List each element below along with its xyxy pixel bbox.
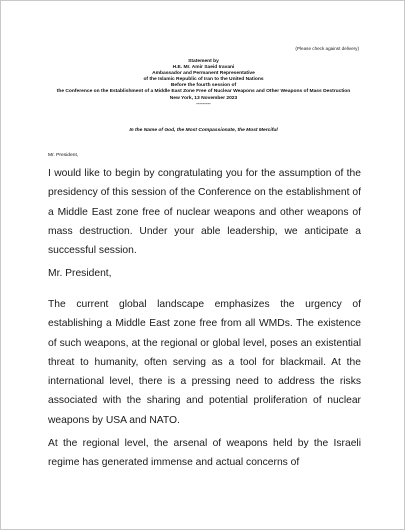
header-line: of the Islamic Republic of Iran to the United Nations bbox=[143, 77, 264, 83]
paragraph bbox=[48, 434, 361, 473]
paragraph bbox=[48, 164, 361, 260]
header-separator: --------- bbox=[196, 101, 211, 107]
paragraph-text: The current global landscape emphasizes the urgency of establishing a Middle East zone free from all WMDs. The existence of such weapons, at the regional or global level, poses an existential threat to humanity, often serving as a tool for blackmail. At the international level, there is a pressing need to address the risks associated with the sharing and potential proliferation of nuclear weapons by USA and NATO. bbox=[48, 299, 361, 426]
paragraph-text: At the regional level, the arsenal of weapons held by the Israeli regime has generated immense and actual concerns of bbox=[48, 438, 361, 469]
header-line: the Conference on the Establishment of a Middle East Zone Free of Nuclear Weapons and Other Weapons of Mass Destruction bbox=[56, 89, 351, 95]
paragraph bbox=[48, 295, 361, 430]
paragraph-text: I would like to begin by congratulating you for the assumption of the presidency of this session of the Conference on the establishment of a Middle East zone free of nuclear weapons and other weapons of mass destruction. Under your able leadership, we anticipate a successful session. bbox=[48, 168, 361, 257]
header-line: Before the fourth session of bbox=[170, 83, 237, 89]
invocation: In the Name of God, the Most Compassionate, the Most Merciful bbox=[129, 128, 278, 133]
salutation-small: Mr. President, bbox=[48, 153, 79, 158]
paragraph-text: Mr. President, bbox=[48, 268, 112, 279]
header-line: H.E. Mr. Amir Saeid Iravani bbox=[172, 65, 235, 71]
statement-header bbox=[41, 59, 366, 108]
header-line: New York, 13 November 2023 bbox=[169, 95, 238, 101]
delivery-note: (Please check against delivery) bbox=[295, 46, 359, 51]
paragraph-salutation bbox=[48, 264, 361, 283]
header-line: Statement by bbox=[188, 59, 219, 64]
header-line: Ambassador and Permanent Representative bbox=[152, 71, 255, 77]
